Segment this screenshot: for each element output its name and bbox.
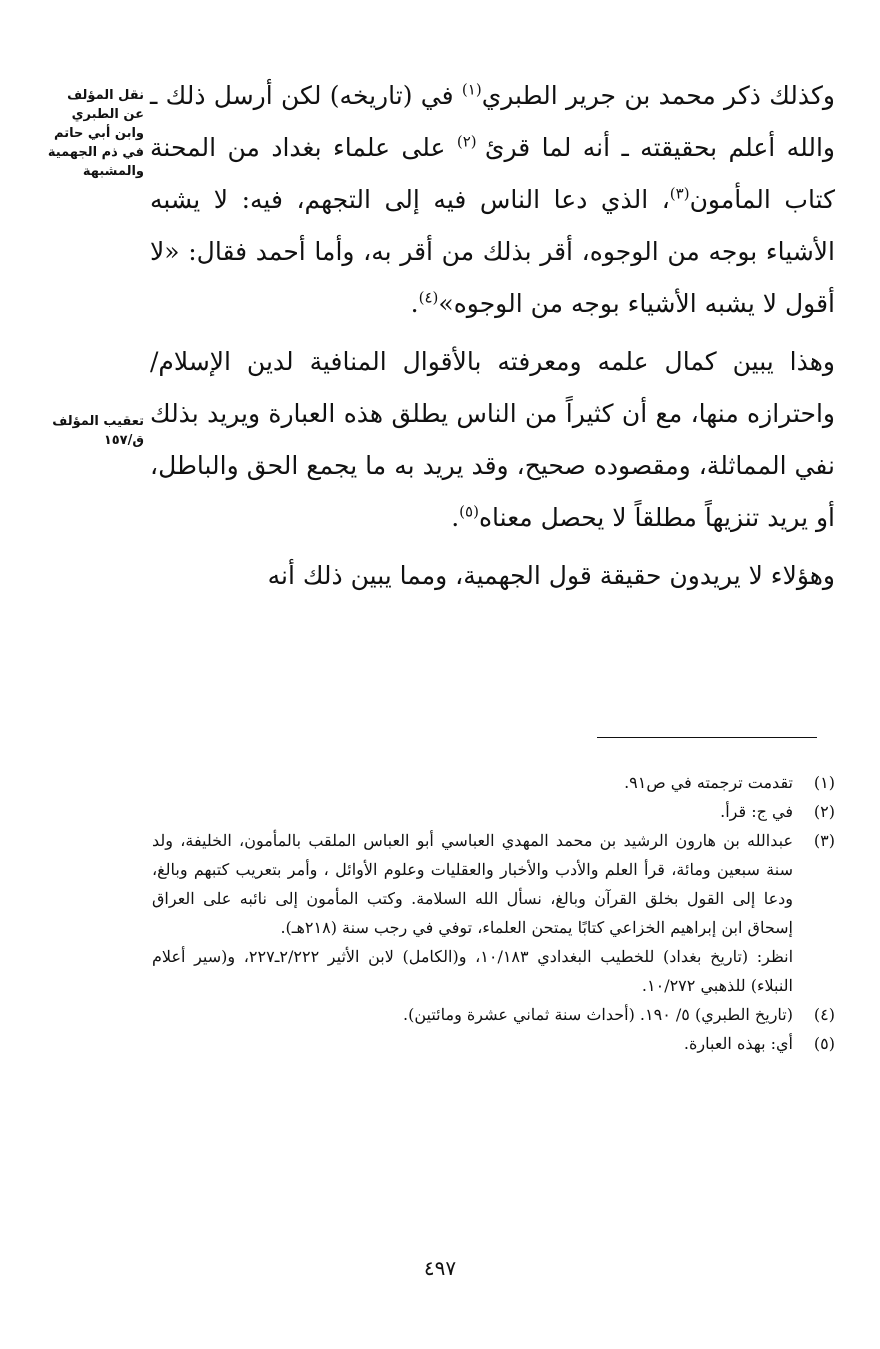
margin-note-line: نقل المؤلف — [67, 88, 144, 103]
footnote-ref: (٤) — [418, 288, 439, 307]
footnote-ref: (٢) — [456, 132, 485, 151]
footnote-ref: (١) — [461, 80, 482, 99]
text-run: وهؤلاء لا يريدون حقيقة قول الجهمية، ومما يبين ذلك أنه — [267, 561, 835, 590]
page-number: ٤٩٧ — [423, 1256, 457, 1280]
footnote-4 — [152, 1000, 835, 1029]
footnote-text — [152, 826, 793, 1000]
footnote-number: (٤) — [813, 1005, 835, 1024]
paragraph-1 — [150, 70, 835, 330]
footnote-number: (١) — [813, 773, 835, 792]
text-run: على علماء بغداد من المحنة كتاب المأمون — [150, 133, 836, 214]
footnote-2 — [152, 797, 835, 826]
footnote-number: (٢) — [813, 802, 835, 821]
text-run: ، الذي دعا الناس فيه إلى التجهم، فيه: لا يشبه الأشياء بوجه من الوجوه، أقر بذلك من أقر به، وأما أحمد فقال: «لا أقول لا يشبه الأشياء بوجه من الوجوه» — [150, 185, 835, 318]
main-text — [150, 70, 835, 602]
text-run: . — [451, 503, 460, 532]
footnote-number: (٥) — [813, 1034, 835, 1053]
manuscript-folio-ref: ق/١٥٧ — [103, 433, 144, 448]
text-run: . — [410, 289, 419, 318]
paragraph-2 — [150, 336, 835, 544]
paragraph-3 — [150, 550, 835, 602]
footnote-5 — [152, 1029, 835, 1058]
margin-note-line: تعقيب المؤلف — [52, 414, 144, 429]
footnotes — [152, 768, 835, 1058]
margin-note-quotation — [44, 86, 144, 181]
footnote-separator — [597, 737, 817, 738]
footnote-ref: (٣) — [669, 184, 690, 203]
margin-note-line: والمشبهة — [82, 164, 144, 179]
margin-note-line: عن الطبري — [71, 107, 144, 122]
footnote-3 — [152, 826, 835, 1000]
footnote-ref: (٥) — [459, 502, 479, 521]
footnote-text: أي: بهذه العبارة. — [683, 1034, 793, 1053]
footnote-text: تقدمت ترجمته في ص٩١. — [624, 773, 793, 792]
footnote-1 — [152, 768, 835, 797]
text-run: وكذلك ذكر محمد بن جرير الطبري — [481, 81, 835, 110]
footnote-number: (٣) — [813, 831, 835, 850]
footnote-text: (تاريخ الطبري) ٥/ ١٩٠. (أحداث سنة ثماني عشرة ومائتين). — [403, 1005, 793, 1024]
footnote-biography: عبدالله بن هارون الرشيد بن محمد المهدي العباسي أبو العباس الملقب بالمأمون، الخليفة، ولد سنة سبعين ومائة، قرأ العلم والأدب والأخبار والعقليات وعلوم الأوائل ، وأمر بتعريب كتبهم وبالغ، ودعا إلى القول بخلق القرآن وبالغ، نسأل الله السلامة. وكتب المأمون إلى نائبه على العراق إسحاق ابن إبراهيم الخزاعي كتابًا يمتحن العلماء، توفي في رجب سنة (٢١٨هـ). — [152, 831, 793, 937]
text-run: في (تاريخه) لكن أرسل ذلك ـ والله أعلم بحقيقته ـ أنه لما قرئ — [150, 81, 835, 162]
text-run: وهذا يبين كمال علمه ومعرفته بالأقوال المنافية لدين الإسلام/ واحترازه منها، مع أن كثيراً من الناس يطلق هذه العبارة ويريد بذلك نفي المماثلة، ومقصوده صحيح، وقد يريد به ما يجمع الحق والباطل، أو يريد تنزيهاً مطلقاً لا يحصل معناه — [150, 347, 835, 532]
footnote-references: انظر: (تاريخ بغداد) للخطيب البغدادي ١٠/١٨٣، و(الكامل) لابن الأثير ٢/٢٢٢ـ٢٢٧، و(سير أعلام النبلاء) للذهبي ١٠/٢٧٢. — [152, 947, 794, 995]
footnote-text: في ج: قرأ. — [720, 802, 793, 821]
margin-note-line: في ذم الجهمية — [47, 145, 144, 160]
margin-note-line: وابن أبي حاتم — [54, 126, 144, 141]
margin-note-commentary — [44, 412, 144, 450]
